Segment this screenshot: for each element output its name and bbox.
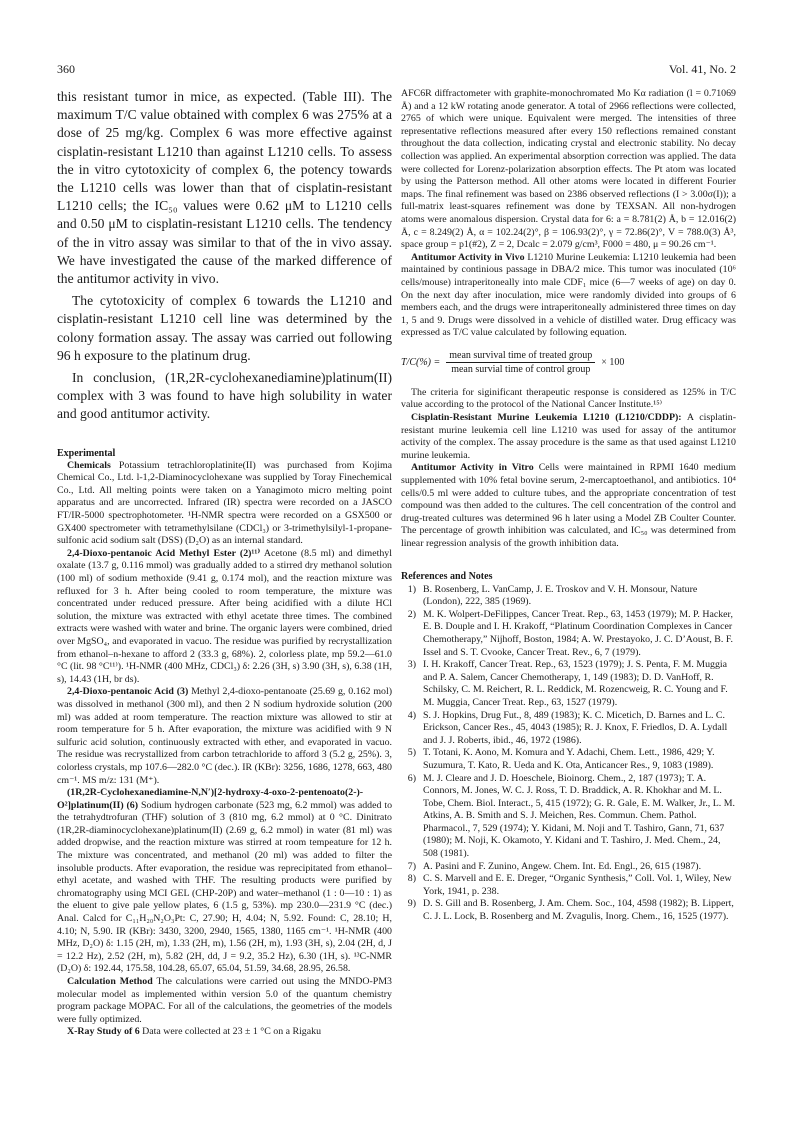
right-column [401, 88, 736, 924]
calc-title: Calculation Method [67, 976, 153, 987]
reference-number: 3) [407, 659, 416, 671]
reference-number: 2) [407, 608, 416, 620]
page-header [57, 62, 736, 78]
acid-paragraph [57, 686, 392, 787]
volume-label: Vol. 41, No. 2 [668, 62, 736, 76]
criteria-paragraph: The criteria for siginificant therapeutic response is considered as 125% in T/C value according to the protocol of the National Cancer Institute.¹⁵⁾ [401, 386, 736, 411]
xray-title: X-Ray Study of 6 [67, 1026, 140, 1038]
reference-number: 7) [407, 860, 416, 872]
reference-text: A. Pasini and F. Zunino, Angew. Chem. Int. Ed. Engl., 26, 615 (1987). [423, 860, 702, 872]
reference-item [401, 898, 736, 923]
invivo-text: L1210 Murine Leukemia: L1210 leukemia had been maintained by continious passage in DBA/2 mice. This tumor was inoculated (10⁶ cells/mouse) intraperitoneally into male CDF₁ mice (6—7 weeks of age) on day 0. On the next day after inoculation, mice were randomly divided into groups of 6 members each, and the drugs were intraperitoneally administered three times on day 1, 5 and 9. Drugs were dissolved in a vehicle of distilled water. Drug efficacy was expressed as T/C value calculated by following equation. [401, 251, 737, 339]
xray-continued: AFC6R diffractometer with graphite-monochromated Mo Kα radiation (l = 0.71069 Å) and a 12 kW rotating anode generator. A total of 2966 reflections were collected, 2765 of which were unique. Equivalent were merged. The intensities of three representative reflections measured after every 150 reflections remained constant throughout the data collection, indicating crystal and electronic stability. No decay collection was applied. An experimental absorption correction was applied. The data were collected for Lorenz-polarization absorption effects. The Pt atom was located by using the Patterson method. All other atoms were located in different Fourier maps. The final refinement was based on 2386 observed reflections (I > 3.00σ(I)); a full-matrix least-squares refinement was done by TEXSAN. All non-hydrogen atoms were anomalous dispersion. Crystal data for 6: a = 8.781(2) Å, b = 12.016(2) Å, c = 8.249(2) Å, α = 102.24(2)°, β = 106.93(2)°, γ = 72.86(2)°, V = 788.0(3) Å³, space group = p1(#2), Z = 2, Dcalc = 2.079 g/cm³, F000 = 480, μ = 90.26 cm⁻¹. [401, 88, 736, 251]
ester-title: 2,4-Dioxo-pentanoic Acid Methyl Ester (2)¹¹⁾ [67, 547, 261, 559]
left-column [57, 88, 392, 1039]
complex-title: (1R,2R-Cyclohexanediamine-N,N′)[2-hydroxy-4-oxo-2-pentenoato(2-)-O²]platinum(II) (6) [57, 787, 364, 811]
calc-text: The calculations were carried out using the MNDO-PM3 molecular model as implemented within version 5.0 of the quantum chemistry program package MOPAC. For all of the calculations, the geometries of the models were fully optimized. [57, 976, 392, 1025]
reference-text: M. J. Cleare and J. D. Hoeschele, Bioinorg. Chem., 2, 187 (1973); T. A. Connors, M. Jones, W. C. J. Ross, T. D. Braddick, A. R. Khokhar and M. L. Tobe, Chem. Biol. Interact., 5, 415 (1972); G. R. Gale, E. M. Walker, Jr., L. M. Atkins, A. B. Smith and S. J. Meichen, Res. Commun. Chem. Pathol. Pharmacol., 7, 529 (1974); Y. Kidani, M. Noji and T. Tashiro, Gann, 71, 637 (1980); M. Noji, K. Okamoto, Y. Kidani and T. Tashiro, J. Med. Chem., 24, 508 (1981). [423, 772, 735, 860]
reference-text: M. K. Wolpert-DeFilippes, Cancer Treat. Rep., 63, 1453 (1979); M. P. Hacker, E. B. Douple and I. H. Krakoff, “Platinum Coordination Complexes in Cancer Chemotherapy,” Nijhoff, Boston, 1984; A. W. Prestayoko, J. C. D’Aoust, B. F. Issel and S. T. Cvooke, Cancer Treat. Rev., 6, 7 (1979). [423, 608, 733, 658]
reference-text: S. J. Hopkins, Drug Fut., 8, 489 (1983); K. C. Micetich, D. Barnes and L. C. Erickson, Cancer Res., 45, 4043 (1985); R. J. Knox, F. Friedlos, D. A. Lydall and J. J. Roberts, ibid., 46, 1972 (1986). [423, 709, 728, 746]
reference-item [401, 861, 736, 874]
reference-text: D. S. Gill and B. Rosenberg, J. Am. Chem. Soc., 104, 4598 (1982); B. Lippert, C. J. L. Lock, B. Rosenberg and M. Zvagulis, Inorg. Chem., 16, 1525 (1977). [423, 898, 734, 923]
reference-item [401, 584, 736, 609]
equation-rhs: × 100 [601, 356, 625, 368]
references-heading: References and Notes [401, 570, 493, 582]
chemicals-text: Potassium tetrachloroplatinite(II) was purchased from Kojima Chemical Co., Ltd. l-1,2-Diaminocyclohexane was supplied by Toray Finechemical Co., Ltd. All melting points were taken on a Yanagimoto micro melting point apparatus and are uncorrected. Infrared (IR) spectra were recorded on a JASCO FT/IR-5000 spectrophotometer. ¹H-NMR spectra were recorded on a GSX500 or GX400 spectrometer with tetramethylsilane (CDCl₃) or 3-trimethylsilyl-1-propane-sulfonic acid sodium salt (DSS) (D₂O) as an internal standard. [57, 459, 393, 547]
chemicals-title: Chemicals [67, 459, 111, 471]
complex-text: Sodium hydrogen carbonate (523 mg, 6.2 mmol) was added to the tetrahydtrofuran (THF) solution of 3 (810 mg, 6.2 mmol) at 0 °C. Dinitrato (1R,2R-diaminocyclohexane)platinum(II) (2.69 g, 6.2 mmol) in water (81 ml) was added dropwise, and the reaction mixture was stirred at room tempeature for 12 h. The mixture was concentrated, and methanol (20 ml) was added to filter the insoluble products. After evaporation, the residue was reprecipitated from ethanol–ethyl acetate, and washed with THF. The resulting products were purified by chromatography using MCI GEL (CHP-20P) and water–methanol (1 : 0—10 : 1) as the eluent to give pale yellow plates, 6 (1.5 g, 53%). mp 230.0—231.9 °C (dec.) Anal. Calcd for C₁₁H₂₀N₂O₃Pt: C, 27.90; H, 4.04; N, 5.92. Found: C, 28.10; H, 4.10; N, 5.90. IR (KBr): 3430, 3200, 2940, 1565, 1380, 1165 cm⁻¹. ¹H-NMR (400 MHz, D₂O) δ: 1.15 (2H, m), 1.33 (2H, m), 1.56 (2H, m), 1.93 (3H, s), 2.04 (2H, d, J = 12.2 Hz), 2.52 (2H, m), 5.82 (2H, dd, J = 9.2, 35.2 Hz), 6.30 (1H, s). ¹³C-NMR (D₂O) δ: 192.44, 175.58, 104.28, 65.07, 65.04, 51.59, 34.68, 28.95, 26.58. [57, 799, 393, 975]
reference-item [401, 659, 736, 709]
reference-item [401, 747, 736, 772]
cdpp-text: A cisplatin-resistant murine leukemia cell line L1210 was used for assay of the antitumor activity of the complex. The assay procedure is the same as that used against L1210 murine leukemia. [401, 412, 736, 461]
equation-denominator: mean survial time of control group [451, 363, 591, 375]
reference-item [401, 873, 736, 898]
complex-paragraph [57, 787, 392, 976]
reference-item [401, 773, 736, 861]
reference-text: C. S. Marvell and E. E. Dreger, “Organic Synthesis,” Coll. Vol. 1, Wiley, New York, 1941, p. 238. [423, 873, 732, 897]
reference-item [401, 609, 736, 659]
invitro-paragraph [401, 462, 736, 550]
reference-number: 5) [407, 747, 416, 759]
cdpp-title: Cisplatin-Resistant Murine Leukemia L1210 (L1210/CDDP): [411, 412, 682, 424]
reference-text: I. H. Krakoff, Cancer Treat. Rep., 63, 1523 (1979); J. S. Penta, F. M. Muggia and P. A. Salem, Cancer Chemotherapy, 1, 149 (1983); D. D. VanHoff, R. Schilsky, C. M. Reichert, R. L. Reddick, M. Rozencweig, R. C. Young and F. M. Muggia, Cancer Treat. Rep., 63, 1527 (1979). [423, 659, 728, 708]
equation-fraction [446, 350, 595, 375]
xray-paragraph [57, 1026, 392, 1039]
reference-number: 4) [407, 709, 416, 721]
intro-paragraph-2: The cytotoxicity of complex 6 towards the L1210 and cisplatin-resistant L1210 cell line was determined by the colony formation assay. The assay was carried out following 96 h exposure to the platinum drug. [57, 293, 392, 363]
reference-number: 9) [407, 898, 416, 910]
chemicals-paragraph [57, 460, 392, 548]
reference-text: B. Rosenberg, L. VanCamp, J. E. Troskov and V. H. Monsour, Nature (London), 222, 385 (1969). [423, 583, 698, 608]
reference-number: 1) [407, 583, 416, 595]
calc-paragraph [57, 976, 392, 1026]
reference-number: 6) [407, 772, 416, 784]
reference-item [401, 710, 736, 748]
invivo-paragraph [401, 252, 736, 340]
ester-text: Acetone (8.5 ml) and dimethyl oxalate (13.7 g, 0.116 mmol) was gradually added to a stirred dry methanol solution (100 ml) of sodium methoxide (9.41 g, 0.174 mol), and the reaction mixture was refluxed for 3 h. After being cooled to room temperature, the mixture was concentrated under reduced pressure. After being acidified with a dilute HCl solution, the mixture was extracted with ethyl acetate three times. The combined extracts were washed with water and brine. The organic layers were combined, dried over MgSO₄, and evaporated in vacuo. The residue was purified by recrystallization from ethanol–n-hexane to afford 2 (33.3 g, 68%). 2, colorless plate, mp 59.2—61.0 °C (lit. 98 °C¹¹⁾). ¹H-NMR (400 MHz, CDCl₃) δ: 2.26 (3H, s) 3.90 (3H, s), 6.38 (1H, s), 14.43 (1H, br ds). [57, 547, 392, 685]
intro-paragraph-3: In conclusion, (1R,2R-cyclohexanediamine)platinum(II) complex with 3 was found to have high solubility in water and good antitumor activity. [57, 370, 392, 422]
equation-lhs: T/C(%) = [401, 356, 441, 368]
invivo-title: Antitumor Activity in Vivo [411, 251, 525, 263]
references-list [401, 584, 736, 924]
acid-title: 2,4-Dioxo-pentanoic Acid (3) [67, 686, 189, 698]
xray-text: Data were collected at 23 ± 1 °C on a Rigaku [142, 1026, 322, 1038]
page-number: 360 [57, 62, 75, 76]
ester-paragraph [57, 548, 392, 687]
cdpp-paragraph [401, 412, 736, 462]
invitro-text: Cells were maintained in RPMI 1640 medium supplemented with 10% fetal bovine serum, 2-mercaptoethanol, and antibiotics. 10⁴ cells/0.5 ml were added to culture tubes, and the appropriate concentration of test compound was then added to the cultures. The cell concentration of the control and drug-treated cultures was determined 96 h later using a Model ZB Coulter Counter. The percentage of growth inhibition was calculated, and IC₅₀ was determined from linear regression analysis of the growth inhibition data. [401, 462, 736, 549]
acid-text: Methyl 2,4-dioxo-pentanoate (25.69 g, 0.162 mol) was dissolved in methanol (300 ml), and then 2 N sodium hydroxide solution (200 ml) was added at room temperature. The reaction mixture was allowed to stir at room temperature for 5 h. After evaporation, the mixture was acidified with 9 N sulfuric acid solution, continuously extracted with ether, and evaporated in vacuo. The residue was recrystallized from carbon tetrachloride to afford 3 (5.2 g, 25%). 3, colorless crystals, mp 107.6—282.0 °C (dec.). IR (KBr): 3256, 1686, 1278, 663, 480 cm⁻¹. MS m/z: 131 (M⁺). [57, 686, 393, 786]
intro-paragraph-1: this resistant tumor in mice, as expected. (Table III). The maximum T/C value obtained with complex 6 was 275% at a dose of 25 mg/kg. Complex 6 was more effective against cisplatin-resistant L1210 than against L1210 cells. To assess the in vitro cytotoxicity of complex 6, the potency towards the L1210 cells was lower than that of cisplatin-resistant L1210 cells; the IC₅₀ values were 0.62 μM to L1210 cells and 0.50 μM to cisplatin-resistant L1210 cells. The tendency of the in vitro assay was similar to that of the in vivo assay. We have investigated the cause of the marked difference of the antitumor activity in vivo. [57, 89, 392, 287]
invitro-title: Antitumor Activity in Vitro [411, 462, 534, 474]
experimental-heading: Experimental [57, 447, 116, 459]
tc-equation [401, 350, 736, 375]
equation-numerator: mean survival time of treated group [446, 350, 595, 363]
reference-number: 8) [407, 873, 416, 885]
reference-text: T. Totani, K. Aono, M. Komura and Y. Adachi, Chem. Lett., 1986, 429; Y. Suzumura, T. Kato, R. Ueda and K. Ota, Anticancer Res., 9, 1083 (1989). [423, 747, 715, 771]
